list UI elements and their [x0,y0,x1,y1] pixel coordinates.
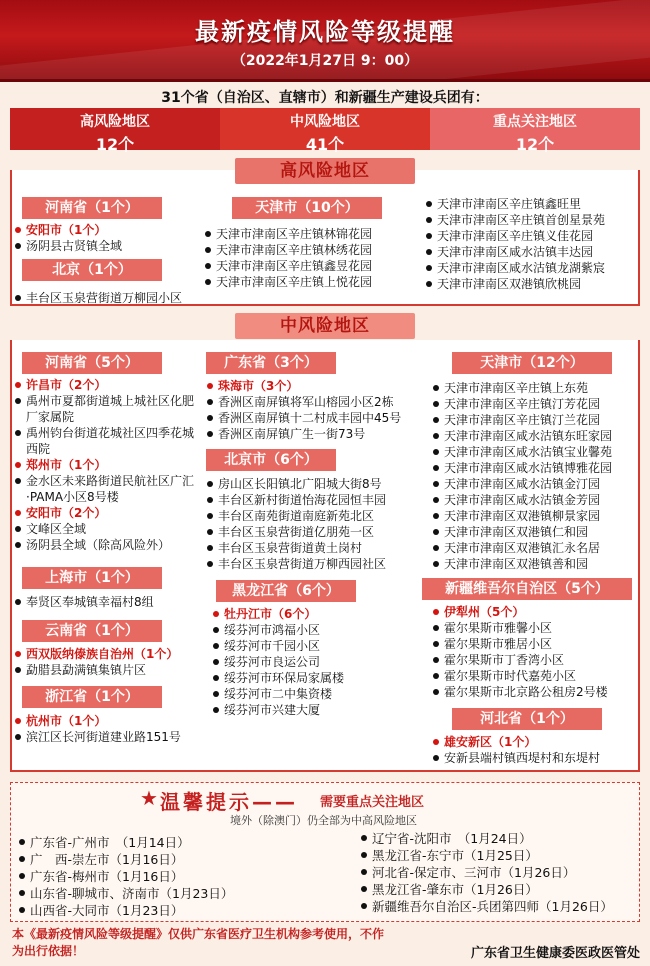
stat-count: 12个 [515,135,555,154]
list-item: 文峰区全域 [14,521,204,537]
province-tianjin-high: 天津市（10个） [232,197,382,219]
list-item: 霍尔果斯市雅馨小区 [432,620,637,636]
list-item: 黑龙江省-肇东市（1月26日） [360,881,638,898]
stats-bar [10,108,640,154]
list-item: 天津市津南区咸水沽镇丰达园 [425,244,637,260]
list-yunnan-mid [14,646,206,678]
list-item: 天津市津南区辛庄镇汀兰花园 [432,412,637,428]
update-timestamp: （2022年1月27日 9：00） [231,53,419,69]
list-item: 天津市津南区辛庄镇汀芳花园 [432,396,637,412]
list-guangdong-mid [206,378,421,442]
list-item: 郑州市（1个） [14,457,204,473]
mid-risk-heading: 中风险地区 [235,313,415,339]
list-item: 天津市津南区辛庄镇上悦花园 [204,274,424,290]
list-item: 霍尔果斯市北京路公租房2号楼 [432,684,637,700]
list-item: 许昌市（2个） [14,377,204,393]
stat-label: 中风险地区 [290,114,360,130]
province-tianjin-mid: 天津市（12个） [452,352,612,374]
list-beijing-high [14,290,194,306]
list-item: 辽宁省-沈阳市 （1月24日） [360,830,638,847]
list-item: 香洲区南屏镇广生一街73号 [206,426,421,442]
list-item: 天津市津南区咸水沽镇东旺家园 [432,428,637,444]
province-zhejiang-mid: 浙江省（1个） [22,686,162,708]
stat-count: 41个 [305,135,345,154]
star-icon: ★ [140,786,158,810]
list-item: 天津市津南区双港镇汇永名居 [432,540,637,556]
list-item: 广 西-崇左市（1月16日） [18,851,318,868]
list-tianjin-mid [432,380,637,572]
tips-title: 温馨提示—— [160,790,298,814]
list-item: 广东省-广州市 （1月14日） [18,834,318,851]
list-item: 牡丹江市（6个） [212,606,412,622]
list-item: 禹州钧台街道花城社区四季花城西院 [14,425,204,457]
page-title: 最新疫情风险等级提醒 [195,18,455,46]
list-heilongjiang-mid [212,606,412,718]
list-item: 天津市津南区辛庄镇首创星景苑 [425,212,637,228]
list-item: 霍尔果斯市丁香湾小区 [432,652,637,668]
stat-high [10,108,220,154]
disclaimer: 本《最新疫情风险等级提醒》仅供广东省医疗卫生机构参考使用，不作为出行依据！ [12,927,385,958]
issuing-org: 广东省卫生健康委医政医管处 [470,946,640,961]
list-tianjin-high-b [425,196,637,292]
list-item: 丰台区新村街道怡海花园恒丰园 [206,492,421,508]
list-item: 安阳市（1个） [14,222,204,238]
list-item: 山东省-聊城市、济南市（1月23日） [18,885,318,902]
list-item: 丰台区玉泉营街道万柳西园社区 [206,556,421,572]
stat-label: 重点关注地区 [493,114,577,130]
list-item: 天津市津南区咸水沽镇龙湖紫宸 [425,260,637,276]
list-item: 安新县端村镇西堤村和东堤村 [432,750,637,766]
province-yunnan-mid: 云南省（1个） [22,620,162,642]
list-item: 黑龙江省-东宁市（1月25日） [360,847,638,864]
focus-list-left [18,834,318,919]
list-item: 汤阴县古贤镇全域 [14,238,204,254]
list-item: 天津市津南区双港镇柳景家园 [432,508,637,524]
province-shanghai-mid: 上海市（1个） [22,567,162,589]
list-item: 霍尔果斯市时代嘉苑小区 [432,668,637,684]
list-item: 金水区未来路街道民航社区广汇·PAMA小区8号楼 [14,473,204,505]
header-banner [0,0,650,82]
list-item: 天津市津南区咸水沽镇博雅花园 [432,460,637,476]
list-item: 天津市津南区双港镇仁和园 [432,524,637,540]
list-item: 丰台区玉泉营街道黄土岗村 [206,540,421,556]
list-item: 绥芬河市千园小区 [212,638,412,654]
tips-subtitle: 需要重点关注地区 [320,795,425,810]
list-item: 房山区长阳镇北广阳城大街8号 [206,476,421,492]
list-item: 绥芬河市环保局家属楼 [212,670,412,686]
list-zhejiang-mid [14,713,206,745]
list-item: 天津市津南区辛庄镇上东苑 [432,380,637,396]
list-item: 新疆维吾尔自治区-兵团第四师（1月26日） [360,898,638,915]
stat-count: 12个 [95,135,135,154]
list-item: 汤阴县全域（除高风险外） [14,537,204,553]
list-item: 天津市津南区咸水沽镇金汀园 [432,476,637,492]
list-item: 伊犁州（5个） [432,604,637,620]
list-item: 天津市津南区咸水沽镇金芳园 [432,492,637,508]
list-item: 滨江区长河街道建业路151号 [14,729,206,745]
list-item: 西双版纳傣族自治州（1个） [14,646,206,662]
stat-mid [220,108,430,154]
summary-text: 31个省（自治区、直辖市）和新疆生产建设兵团有： [161,90,489,106]
list-item: 绥芬河市鸿福小区 [212,622,412,638]
province-xinjiang-mid: 新疆维吾尔自治区（5个） [422,578,632,600]
list-item: 安阳市（2个） [14,505,204,521]
list-hebei-mid [432,734,637,766]
list-item: 天津市津南区双港镇欣桃园 [425,276,637,292]
list-item: 丰台区玉泉营街道万柳园小区 [14,290,194,306]
list-item: 丰台区玉泉营街道亿朋苑一区 [206,524,421,540]
list-item: 珠海市（3个） [206,378,421,394]
list-item: 天津市津南区双港镇善和园 [432,556,637,572]
focus-list-right [360,830,638,915]
list-item: 广东省-梅州市（1月16日） [18,868,318,885]
province-heilongjiang-mid: 黑龙江省（6个） [216,580,356,602]
list-item: 天津市津南区辛庄镇林锦花园 [204,226,424,242]
tips-note: 境外（除澳门）仍全部为中高风险地区 [230,814,417,827]
list-item: 天津市津南区辛庄镇义佳花园 [425,228,637,244]
list-shanghai-mid [14,594,204,610]
province-guangdong-mid: 广东省（3个） [206,352,336,374]
list-henan-mid [14,377,204,553]
list-item: 天津市津南区咸水沽镇宝业馨苑 [432,444,637,460]
province-beijing-mid: 北京市（6个） [206,449,336,471]
list-item: 山西省-大同市（1月23日） [18,902,318,919]
list-item: 杭州市（1个） [14,713,206,729]
list-item: 霍尔果斯市雅居小区 [432,636,637,652]
list-item: 绥芬河市二中集资楼 [212,686,412,702]
list-item: 天津市津南区辛庄镇鑫旺里 [425,196,637,212]
stat-focus [430,108,640,154]
list-item: 雄安新区（1个） [432,734,637,750]
list-henan-high [14,222,204,254]
province-henan-mid: 河南省（5个） [22,352,162,374]
list-item: 禹州市夏都街道城上城社区化肥厂家属院 [14,393,204,425]
list-item: 河北省-保定市、三河市（1月26日） [360,864,638,881]
list-item: 绥芬河市兴建大厦 [212,702,412,718]
list-item: 勐腊县勐满镇集镇片区 [14,662,206,678]
list-xinjiang-mid [432,604,637,700]
list-tianjin-high-a [204,226,424,290]
list-item: 绥芬河市良运公司 [212,654,412,670]
province-henan-high: 河南省（1个） [22,197,162,219]
list-item: 香洲区南屏镇将军山榕园小区2栋 [206,394,421,410]
list-item: 天津市津南区辛庄镇鑫昱花园 [204,258,424,274]
list-item: 天津市津南区辛庄镇林绣花园 [204,242,424,258]
stat-label: 高风险地区 [80,114,150,130]
province-hebei-mid: 河北省（1个） [452,708,602,730]
list-item: 奉贤区奉城镇幸福村8组 [14,594,204,610]
province-beijing-high: 北京（1个） [22,259,162,281]
list-item: 香洲区南屏镇十二村成丰园中45号 [206,410,421,426]
high-risk-heading: 高风险地区 [235,158,415,184]
list-beijing-mid [206,476,421,572]
list-item: 丰台区南苑街道南庭新苑北区 [206,508,421,524]
